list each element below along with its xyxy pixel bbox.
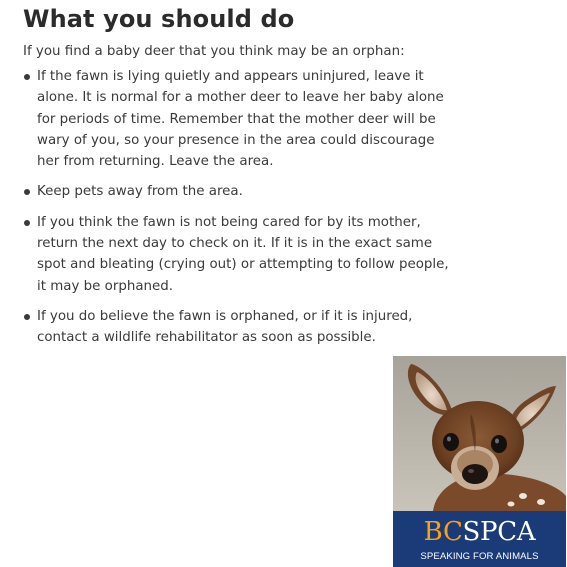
bcspca-photo-card [393, 356, 566, 567]
list-item [20, 212, 460, 297]
bullet-dot-icon [24, 220, 30, 226]
logo-tagline: SPEAKING FOR ANIMALS [420, 551, 539, 562]
bullet-dot-icon [24, 314, 30, 320]
page-heading: What you should do [23, 5, 295, 33]
logo-wordmark [393, 517, 566, 547]
logo-spca-text: SPCA [462, 517, 536, 547]
list-item-text: If you think the fawn is not being cared for by its mother, return the next day to check on it. If it is in the exact same spot and bleating (crying out) or attempting to follow people, it may be orphaned. [37, 214, 449, 294]
list-item [20, 66, 460, 172]
intro-text: If you find a baby deer that you think may be an orphan: [23, 44, 405, 59]
list-item-text: If you do believe the fawn is orphaned, or if it is injured, contact a wildlife rehabilitator as soon as possible. [37, 308, 413, 346]
logo-bc-text: BC [423, 517, 463, 547]
advice-list [20, 66, 460, 349]
list-item-text: Keep pets away from the area. [37, 184, 243, 200]
bullet-dot-icon [24, 189, 30, 195]
bcspca-logo [393, 511, 566, 567]
bullet-dot-icon [24, 74, 30, 80]
list-item-text: If the fawn is lying quietly and appears uninjured, leave it alone. It is normal for a mother deer to leave her baby alone for periods of time. Remember that the mother deer will be wary of you, so your presence in the area could discourage her from returning. Leave the area. [37, 69, 444, 170]
list-item [20, 181, 460, 202]
fawn-photo [393, 356, 566, 511]
list-item [20, 306, 460, 349]
